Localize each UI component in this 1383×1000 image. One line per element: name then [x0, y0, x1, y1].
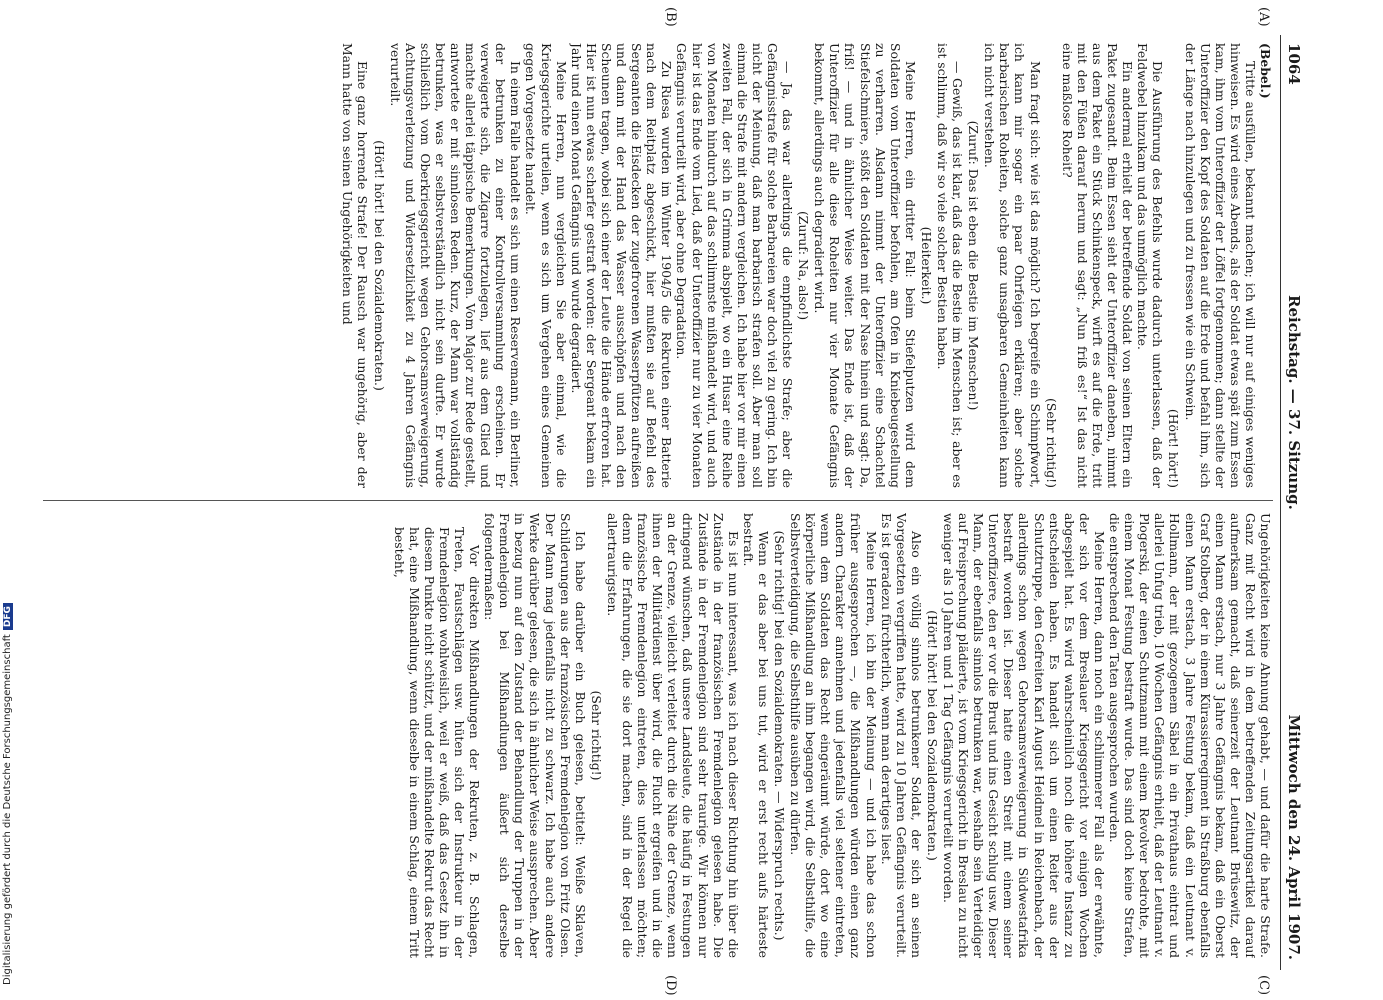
paragraph: — Ja, das war allerdings die empfindlichste Strafe; aber die Gefängnisstrafe für solche Barbareien war doch viel zu gering. Ich bin nicht der Meinung, daß man barbarisch strafen soll. Aber man soll einmal die Strafe mit andern vergleichen. Ich habe hier vor mir einen zweiten Fall, der sich in Grimma abspielt, wo ein Husar eine Reihe von Monaten hindurch auf das schlimmste mißhandelt wird, und auch hier ist das Ende vom Lied, daß der Unteroffizier nur zu vier Monaten Gefängnis verurteilt wird, aber ohne Degradation. — [674, 43, 796, 488]
right-column — [43, 513, 1273, 958]
margin-mark-d: (D) — [663, 975, 678, 996]
margin-mark-c: (C) — [1256, 975, 1271, 996]
paragraph: Ungehörigkeiten keine Ahnung gehabt, — und dafür die harte Strafe. Ganz mit Recht wird in dem betreffenden Zeitungsartikel darauf aufmerksam gemacht, daß seinerzeit der Leutnant Brüsewitz, der einen Mann erstach, nur 3 Jahre Gefängnis bekam, daß ein Oberst Graf Stolberg, der in einem Kürassierregiment in Straßburg ebenfalls einen Mann erstach, 3 Jahre Festung bekam, daß ein Leutnant v. Hollmann, der mit gezogenem Säbel in ein Privathaus eintrat und allerlei Unfug trieb, 10 Wochen Gefängnis erhielt, daß der Leutnant v. Plogerski, der einen Schutzmann mit einem Revolver bedrohte, mit einem Monat Festung bestraft wurde. Das sind doch keine Strafen, die entsprechend den Taten ausgesprochen wurden. — [1107, 513, 1273, 958]
speaker-label: (Bebel.) — [1258, 43, 1273, 99]
interjection: (Zuruf: Das ist eben die Bestie im Menschen!) — [966, 120, 982, 411]
paragraph: Meine Herren, ich bin der Meinung — und ich habe das schon früher ausgesprochen —, die Mißhandlungen würden einen ganz andern Charakter annehmen und jedenfalls viel seltener eintreten, wenn dem Soldaten das Recht eingeräumt würde, dort wo eine körperliche Mißhandlung an ihm begangen wird, die Selbsthilfe, die Selbstverteidigung, die Selbsthilfe ausüben zu dürfen. — [788, 513, 879, 958]
paragraph: Meine Herren, nun vergleichen Sie aber einmal, wie die Kriegsgerichte urteilen, wenn es sich um Vergehen eines Gemeinen gegen Vorgesetzte handelt. — [523, 43, 569, 488]
interjection: (Sehr richtig!) — [588, 690, 604, 781]
header-rule — [1280, 35, 1281, 970]
document-page — [33, 7, 1303, 996]
margin-mark-a: (A) — [1256, 7, 1271, 27]
paragraph: In einem Falle handelt es sich um einen Reservemann, ein Berliner, der betrunken zu einer Kontrollversammlung erscheinen. Er verweigerte sich, die Zigarre fortzulegen, lief aus dem Glied und machte allerlei täppische Bemerkungen. Vom Major zur Rede gestellt, antwortete er mit sinnlosen Reden. Kurz, der Mann war vollständig betrunken, was er selbstverständlich nicht sein durfte. Er wurde schließlich vom Oberkriegsgericht wegen Gehorsamsverweigerung, Achtungsverletzung und Widersetzlichkeit zu 4 Jahren Gefängnis verurteilt. — [387, 43, 524, 488]
quotation: Vor direkten Mißhandlungen der Rekruten, z. B. Schlagen, Treten, Faustschlägen usw. hüten sich der Instrukteur in der Fremdenlegion wohlweislich, weil er weiß, daß das Gesetz ihn in diesem Punkte nicht schützt, und der mißhandelte Rekrut das Recht hat, eine Mißhandlung, wenn dieselbe in einem Schlag, einem Tritt besteht, — [391, 527, 483, 958]
interjection: (Hört! hört!) — [1166, 408, 1182, 488]
header-date: Mittwoch den 24. April 1907. — [1285, 714, 1303, 960]
interjection: (Heiterkeit.) — [918, 226, 934, 305]
dfg-logo: DFG — [3, 603, 13, 630]
paragraph: Meine Herren, ein dritter Fall: beim Stiefelputzen wird dem Soldaten vom Unteroffizier befohlen, am Ofen in Kniebeugestellung zu verharren. Alsdann nimmt der Unteroffizier eine Schachtel Stiefelschmiere, stößt den Soldaten mit der Nase hinein und sagt: Da, friß! — und in ähnlicher Weise weiter. Das Ende ist, daß der Unteroffizier für alle diese Roheiten nur vier Monate Gefängnis bekommt, allerdings auch degradiert wird. — [812, 43, 918, 488]
paragraph: Zu Riesa wurden im Winter 1904/5 die Rekruten einer Batterie nach dem Reitplatz abgeschickt, hier mußten sie auf Befehl des Sergeanten die Eisdecken der zugefrorenen Wasserpfützen aufreißen und dann mit der Hand das Wasser ausschöpfen und nach den Scheunen tragen, wobei sich einer der Leute die Hände erfroren hat. Hier ist nun etwas scharfer gestraft worden: der Sergeant bekam ein Jahr und einen Monat Gefängnis und wurde degradiert. — [568, 43, 675, 488]
interjection: (Zuruf: Na, also!) — [796, 210, 812, 321]
paragraph: Also ein völlig sinnlos betrunkener Soldat, der sich an seinen Vorgesetzten vergriffen hatte, wird zu 10 Jahren Gefängnis verurteilt. Es ist geradezu fürchterlich, wenn man derartiges liest. — [878, 513, 924, 958]
credit-text: Digitalisierung gefördert durch die Deutsche Forschungsgemeinschaft — [2, 634, 13, 985]
paragraph: Eine ganz horrende Strafe! Der Rausch war ungehörig, aber der Mann hatte von seinen Ungehörigkeiten und — [340, 43, 371, 488]
paragraph: — Gewiß, das ist klar, daß das die Bestie im Menschen ist; aber es ist schlimm, daß wir so viele solcher Bestien haben. — [935, 43, 966, 488]
page-number: 1064 — [1285, 43, 1303, 85]
interjection: (Sehr richtig!) — [1043, 398, 1059, 488]
left-column — [43, 43, 1273, 488]
paragraph: Die Ausführung des Befehls wurde dadurch unterlassen, daß der Feldwebel hinzukam und das unmöglich machte. — [1135, 43, 1166, 488]
interjection: (Sehr richtig! bei den Sozialdemokraten. — Widerspruch rechts.) — [772, 530, 787, 941]
paragraph: Ein andermal erhielt der betreffende Soldat von seinen Eltern ein Paket zugesandt. Beim Essen sieht der Unteroffizier daneben, nimmt aus dem Paket ein Stück Schinkenspeck, wirft es auf die Erde, tritt mit den Füßen darauf herum und sagt: „Nun friß es!“ Ist das nicht eine maßlose Roheit? — [1059, 43, 1136, 488]
column-divider — [43, 500, 1273, 501]
interjection: (Hört! hört! bei den Sozialdemokraten.) — [371, 140, 387, 391]
paragraph: Ich habe darüber ein Buch gelesen, betitelt: Weiße Sklaven, Schilderungen aus der französischen Fremdenlegion von Fritz Olsen. Der Mann mag jedenfalls nicht zu schwarz. Ich habe auch andere Werke darüber gelesen, die sich in ähnlicher Weise aussprechen. Aber in bezug nun auf den Zustand der Behandlung der Truppen in der Fremdenlegion bei Mißhandlungen äußert sich derselbe folgendermaßen: — [482, 513, 588, 958]
digitization-credit — [2, 0, 16, 985]
paragraph: Tritte ausfüllen, bekannt machen; ich will nur auf einiges weniges hinweisen. Es wird eines Abends, als der Soldat etwas spät zum Essen kam, ihm vom Unteroffizier der Löffel fortgenommen; dann stellte der Unteroffizier den Kopf des Soldaten auf die Erde und befahl ihm, sich der Länge nach hinzulegen und zu fressen wie ein Schwein. — [1182, 43, 1258, 488]
margin-mark-b: (B) — [663, 7, 678, 27]
header-title: Reichstag. — 37. Sitzung. — [1285, 295, 1303, 510]
interjection: (Hört! hört! bei den Sozialdemokraten.) — [924, 610, 940, 861]
paragraph: Es ist nun interessant, was ich nach dieser Richtung hin über die Zustände in der französischen Fremdenlegion gelesen habe. Die Zustände in der Fremdenlegion sind sehr traurige. Wir können nur dringend wünschen, daß unsere Landsleute, die häufig in Festungen an der Grenze, vielleicht verleitet durch die Nähe der Grenze, wenn ihnen der Militärdienst über wird, die Flucht ergreifen und in die französische Fremdenlegion eintreten, dies unterlassen möchten; denn die Erfahrungen, die sie dort machen, sind in der Regel die allertraurigsten. — [604, 513, 741, 958]
page-header — [1283, 35, 1303, 970]
paragraph: Meine Herren, dann noch ein schlimmerer Fall als der erwähnte, der sich vor dem Breslauer Kriegsgericht vor einigen Wochen abgespielt hat. Es wird wahrscheinlich noch die höhere Instanz zu entscheiden haben. Es handelt sich um einen Reiter aus der Schutztruppe, den Gefreiten Karl August Heidmel in Reichenbach, der allerdings schon wegen Gehorsamsverweigerung in Südwestafrika bestraft worden ist. Dieser hatte einen Streit mit einem seiner Unteroffiziere, den er vor die Brust und ins Gesicht schlug usw. Dieser Mann, der ebenfalls sinnlos betrunken war, weshalb sein Verteidiger auf Freisprechung plädierte, ist vom Kriegsgericht in Breslau zu nicht weniger als 10 Jahren und 1 Tag Gefängnis verurteilt worden. — [941, 513, 1107, 958]
paragraph: Man fragt sich: wie ist das möglich? Ich begreife ein Schimpfwort, ich kann mir sogar ein paar Ohrfeigen erklären; aber solche barbarischen Roheiten, solche ganz unsagbaren Gemeinheiten kann ich nicht verstehen. — [982, 43, 1043, 488]
paragraph: Wenn er das aber bei uns tut, wird er erst recht aufs härteste bestraft. — [740, 513, 771, 958]
